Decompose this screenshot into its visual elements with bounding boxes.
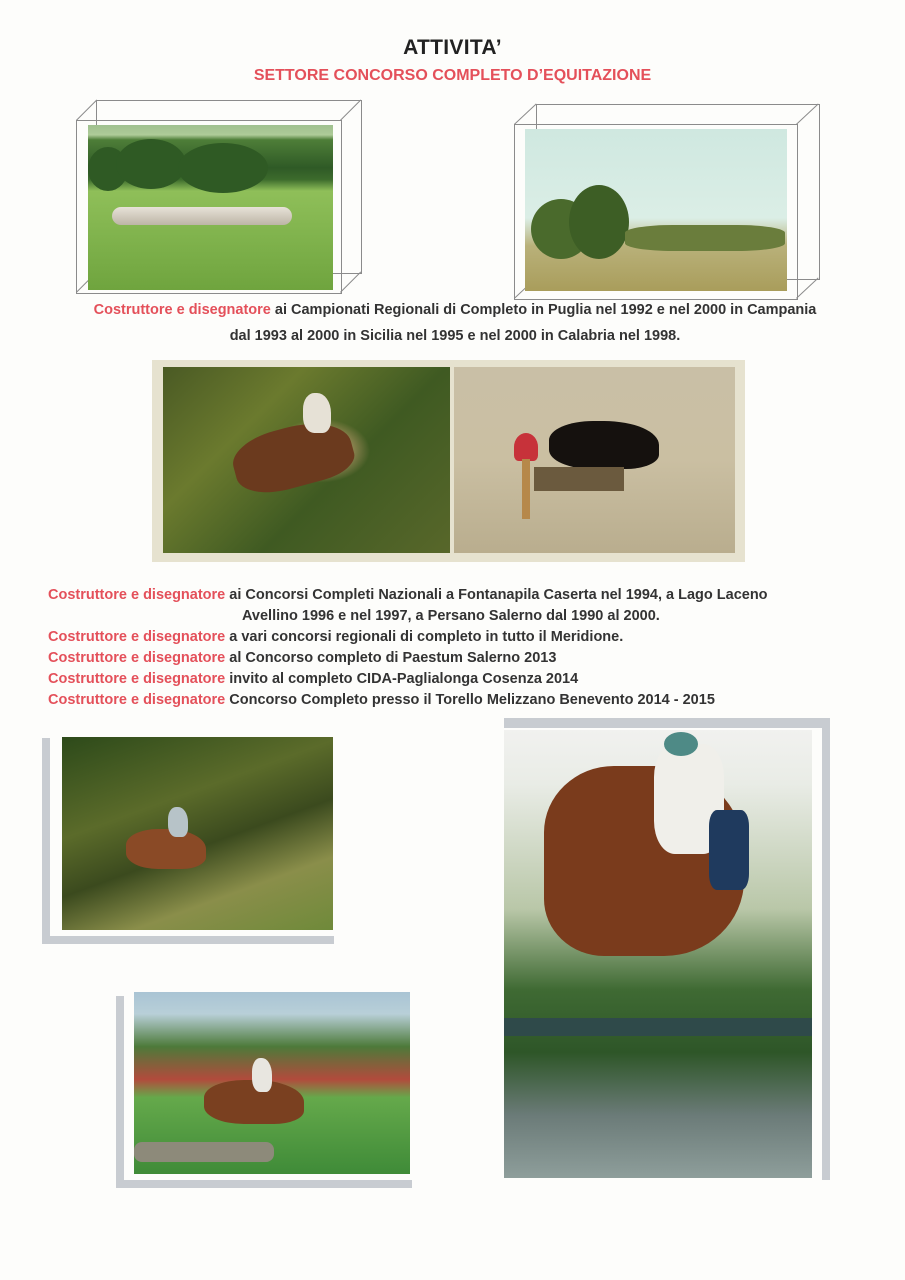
list-item-text: a vari concorsi regionali di completo in tutto il Meridione. [225,629,624,645]
list-item-text: al Concorso completo di Paestum Salerno 2013 [225,650,557,666]
photo-log-obstacle [88,125,333,290]
highlight-role: Costruttore e disegnatore [48,629,226,645]
paragraph-text-continued: dal 1993 al 2000 in Sicilia nel 1995 e nel 2000 in Calabria nel 1998. [229,328,681,344]
list-item [48,690,878,711]
paragraph-regional-championships [40,300,870,347]
list-item-continuation [48,606,878,627]
list-item [48,648,878,669]
photo-horse-jumping-closeup [504,730,812,1178]
list-item [48,669,878,690]
photo-horse-jumping-hedge [163,367,450,553]
list-item-text: invito al completo CIDA-Paglialonga Cosenza 2014 [225,671,579,687]
page-subtitle: SETTORE CONCORSO COMPLETO D’EQUITAZIONE [253,67,652,84]
photo-horse-jumping-mushroom [454,367,735,553]
list-item-text: ai Concorsi Completi Nazionali a Fontanapila Caserta nel 1994, a Lago Laceno [225,587,768,603]
highlight-role: Costruttore e disegnatore [48,671,226,687]
photo-horse-woodland [62,737,333,930]
activity-list [48,585,878,711]
list-item [48,585,878,606]
highlight-role: Costruttore e disegnatore [48,692,226,708]
paragraph-text: ai Campionati Regionali di Completo in Puglia nel 1992 e nel 2000 in Campania [270,302,817,318]
photo-horse-show-field [134,992,410,1174]
highlight-role: Costruttore e disegnatore [48,650,226,666]
page-title: ATTIVITA’ [403,36,502,59]
highlight-role: Costruttore e disegnatore [93,302,271,318]
photo-open-field-fence [525,129,787,291]
highlight-role: Costruttore e disegnatore [48,587,226,603]
list-item [48,627,878,648]
list-item-text: Avellino 1996 e nel 1997, a Persano Salerno dal 1990 al 2000. [242,608,660,624]
list-item-text: Concorso Completo presso il Torello Melizzano Benevento 2014 - 2015 [225,692,715,708]
